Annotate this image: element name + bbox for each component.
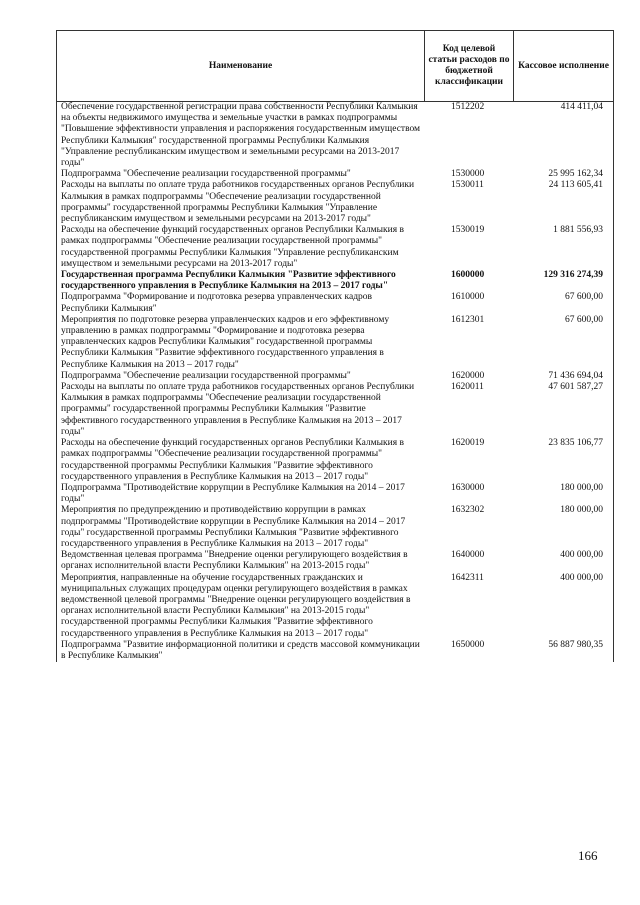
row-name: Подпрограмма "Развитие информационной политики и средств массовой коммуникации в Республике Калмыкия" (61, 639, 420, 661)
row-name: Расходы на обеспечение функций государственных органов Республики Калмыкия в рамках подпрограммы "Обеспечение реализации государственной программы" государственной программы Республики Калмыкия "Развитие эффективного государственного управления в Республике Калмыкия на 2013 – 2017 годы" (61, 438, 404, 482)
row-code: 1530000 (451, 169, 485, 180)
row-code: 1640000 (451, 550, 485, 561)
row-amount: 24 113 605,41 (548, 180, 603, 191)
row-code: 1630000 (451, 482, 485, 493)
row-code: 1512202 (451, 102, 485, 112)
table-row (57, 371, 613, 382)
row-amount: 47 601 587,27 (548, 382, 603, 393)
table-row (57, 180, 613, 225)
row-name: Расходы на обеспечение функций государственных органов Республики Калмыкия в рамках подпрограммы "Обеспечение реализации государственной программы" государственной программы Республики Калмыкия "Управление республиканским имуществом и земельными ресурсами на 2013-2017 годы" (61, 225, 404, 269)
row-name: Подпрограмма "Формирование и подготовка резерва управленческих кадров Республики Калмыкия" (61, 292, 373, 314)
row-code: 1620000 (451, 370, 485, 381)
table-row (57, 640, 613, 662)
row-amount: 23 835 106,77 (548, 438, 603, 449)
row-name: Подпрограмма "Обеспечение реализации государственной программы" (61, 370, 351, 381)
table-row (57, 102, 613, 169)
table-row (57, 438, 613, 483)
row-code: 1632302 (451, 505, 485, 516)
row-code: 1530011 (451, 180, 484, 191)
table-row (57, 483, 613, 505)
row-name: Ведомственная целевая программа "Внедрение оценки регулирующего воздействия в органах исполнительной власти Республики Калмыкия" на 2013-2015 годы" (61, 550, 408, 572)
table-header (57, 31, 613, 102)
row-code: 1612301 (451, 314, 485, 325)
row-code: 1530019 (451, 225, 485, 236)
row-name: Мероприятия, направленные на обучение государственных гражданских и муниципальных служащих процедурам оценки регулирующего воздействия в рамках ведомственной целевой программы "Внедрение оценки регулирующего воздействия в органах исполнительной власти Республики Калмыкия" на 2013-2015 годы" государственной программы Республики Калмыкия "Развитие эффективного государственного управления в Республике Калмыкия на 2013 – 2017 годы" (61, 572, 411, 639)
table-row (57, 225, 613, 270)
table-row (57, 315, 613, 371)
row-code: 1620019 (451, 438, 485, 449)
budget-table (56, 30, 614, 662)
row-amount: 400 000,00 (560, 550, 603, 561)
row-name: Подпрограмма "Обеспечение реализации государственной программы" (61, 169, 351, 180)
row-amount: 400 000,00 (560, 572, 603, 583)
row-code: 1650000 (451, 639, 485, 650)
row-name: Расходы на выплаты по оплате труда работников государственных органов Республики Калмыкия в рамках подпрограммы "Обеспечение реализации государственной программы" государственной программы Республики Калмыкия "Управление республиканским имуществом и земельными ресурсами на 2013-2017 годы" (61, 180, 415, 225)
page-number: 166 (578, 848, 598, 863)
row-name: Обеспечение государственной регистрации права собственности Республики Калмыкия на объекты недвижимого имущества и земельные участки в рамках подпрограммы "Повышение эффективности управления и распоряжения государственным имуществом Республики Калмыкия" государственной программы Республики Калмыкия "Управление республиканским имуществом и земельными ресурсами на 2013-2017 годы" (61, 102, 421, 169)
row-name: Мероприятия по предупреждению и противодействию коррупции в рамках подпрограммы "Противодействие коррупции в Республике Калмыкия на 2014 – 2017 годы" государственной программы Республики Калмыкия "Развитие эффективного государственного управления в Республике Калмыкия на 2013 – 2017 годы" (61, 505, 406, 549)
header-name: Наименование (57, 31, 425, 101)
row-amount: 71 436 694,04 (548, 370, 603, 381)
row-amount: 67 600,00 (565, 292, 603, 303)
row-amount: 414 411,04 (560, 102, 603, 112)
row-name: Мероприятия по подготовке резерва управленческих кадров и его эффективному управлению в рамках подпрограммы "Формирование и подготовка резерва управленческих кадров Республики Калмыкия" государственной программы Республики Калмыкия "Развитие эффективного государственного управления в Республике Калмыкия на 2013 – 2017 годы" (61, 314, 390, 370)
row-name: Государственная программа Республики Калмыкия "Развитие эффективного государственного управления в Республике Калмыкия на 2013 – 2017 годы" (61, 270, 396, 292)
table-row (57, 505, 613, 550)
row-amount: 180 000,00 (560, 505, 603, 516)
row-amount: 180 000,00 (560, 482, 603, 493)
table-row (57, 573, 613, 640)
row-amount: 56 887 980,35 (548, 639, 603, 650)
row-code: 1600000 (451, 270, 485, 281)
table-row (57, 169, 613, 180)
table-row (57, 382, 613, 438)
row-amount: 25 995 162,34 (548, 169, 603, 180)
table-row (57, 270, 613, 292)
row-code: 1620011 (451, 382, 484, 393)
row-name: Расходы на выплаты по оплате труда работников государственных органов Республики Калмыкия в рамках подпрограммы "Обеспечение реализации государственной программы" государственной программы Республики Калмыкия "Развитие эффективного государственного управления в Республике Калмыкия на 2013 – 2017 годы" (61, 382, 415, 437)
header-code: Код целевой статьи расходов по бюджетной классификации (425, 31, 514, 101)
table-row (57, 292, 613, 314)
row-code: 1642311 (451, 572, 484, 583)
table-body (57, 102, 613, 662)
table-row (57, 550, 613, 572)
header-amount: Кассовое исполнение (518, 60, 609, 71)
row-code: 1610000 (451, 292, 485, 303)
row-name: Подпрограмма "Противодействие коррупции в Республике Калмыкия на 2014 – 2017 годы" (61, 482, 405, 505)
row-amount: 129 316 274,39 (543, 270, 603, 281)
row-amount: 1 881 556,93 (553, 225, 603, 236)
row-amount: 67 600,00 (565, 314, 603, 325)
